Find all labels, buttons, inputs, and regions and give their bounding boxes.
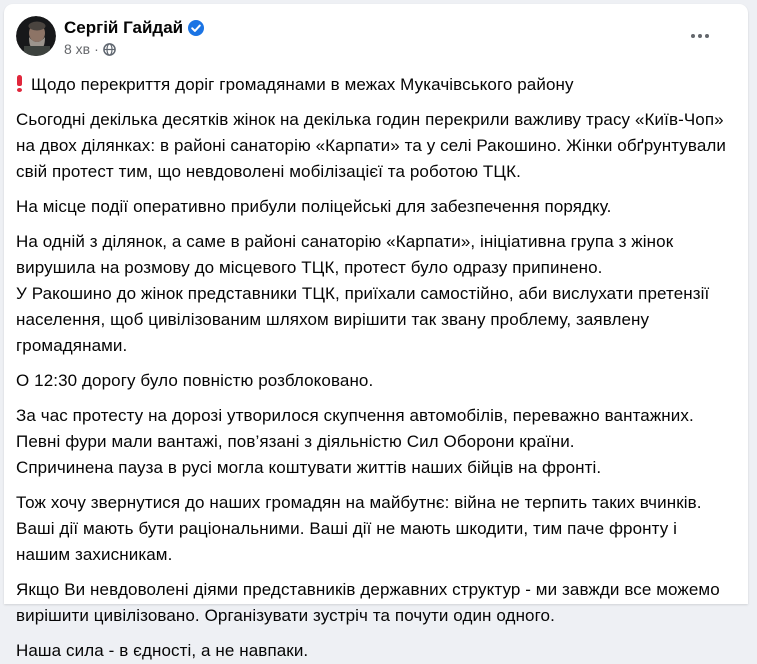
post-paragraph: Спричинена пауза в русі могла коштувати життів наших бійців на фронті. xyxy=(16,458,602,477)
post-title-text: Щодо перекриття доріг громадянами в межах Мукачівського району xyxy=(31,75,574,94)
post-paragraph: Сьогодні декілька десятків жінок на декілька годин перекрили важливу трасу «Київ-Чоп» на двох ділянках: в районі санаторію «Карпати» та у селі Ракошино. Жінки обґрунтували свій протест тим, що невдоволені мобілізацієї та роботою ТЦК. xyxy=(16,110,727,181)
post-paragraph: На місце події оперативно прибули поліцейські для забезпечення порядку. xyxy=(16,197,612,216)
post-card xyxy=(4,4,748,660)
post-meta xyxy=(64,40,682,58)
post-paragraph: За час протесту на дорозі утворилося скупчення автомобілів, переважно вантажних. Певні фури мали вантажі, пов’язані з діяльністю Сил Оборони країни. xyxy=(16,406,694,451)
post-content xyxy=(4,58,748,664)
avatar[interactable] xyxy=(16,16,56,56)
name-row xyxy=(64,16,682,38)
timestamp[interactable]: 8 хв xyxy=(64,41,91,57)
more-options-icon xyxy=(689,25,711,47)
post-paragraph: О 12:30 дорогу було повністю розблоковано. xyxy=(16,371,374,390)
post-paragraph: Тож хочу звернутися до наших громадян на майбутнє: війна не терпить таких вчинків. Ваші дії мають бути раціональними. Ваші дії не мають шкодити, тим паче фронту і нашим захисникам. xyxy=(16,493,702,564)
post-paragraph: Якщо Ви невдоволені діями представників державних структур - ми завжди все можемо вирішити цивілізовано. Організувати зустріч та почути один одного. xyxy=(16,580,720,625)
post-paragraph: Наша сила - в єдності, а не навпаки. xyxy=(16,641,309,660)
red-exclamation-icon xyxy=(16,75,23,92)
author-name[interactable]: Сергій Гайдай xyxy=(64,18,184,37)
more-options-button[interactable] xyxy=(682,18,718,54)
post-paragraph: У Ракошино до жінок представники ТЦК, приїхали самостійно, аби вислухати претензії населення, щоб цивілізованим шляхом вирішити так звану проблему, заявлену громадянами. xyxy=(16,284,710,355)
header-text xyxy=(64,16,682,58)
post-paragraph: На одній з ділянок, а саме в районі санаторію «Карпати», ініціативна група з жінок вирушила на розмову до місцевого ТЦК, протест було одразу припинено. xyxy=(16,232,674,277)
meta-separator: · xyxy=(94,41,99,57)
post-title-paragraph xyxy=(16,72,734,98)
post-header xyxy=(4,4,748,58)
globe-icon xyxy=(103,43,116,56)
avatar-photo xyxy=(16,16,56,56)
verified-badge-icon xyxy=(188,20,204,36)
